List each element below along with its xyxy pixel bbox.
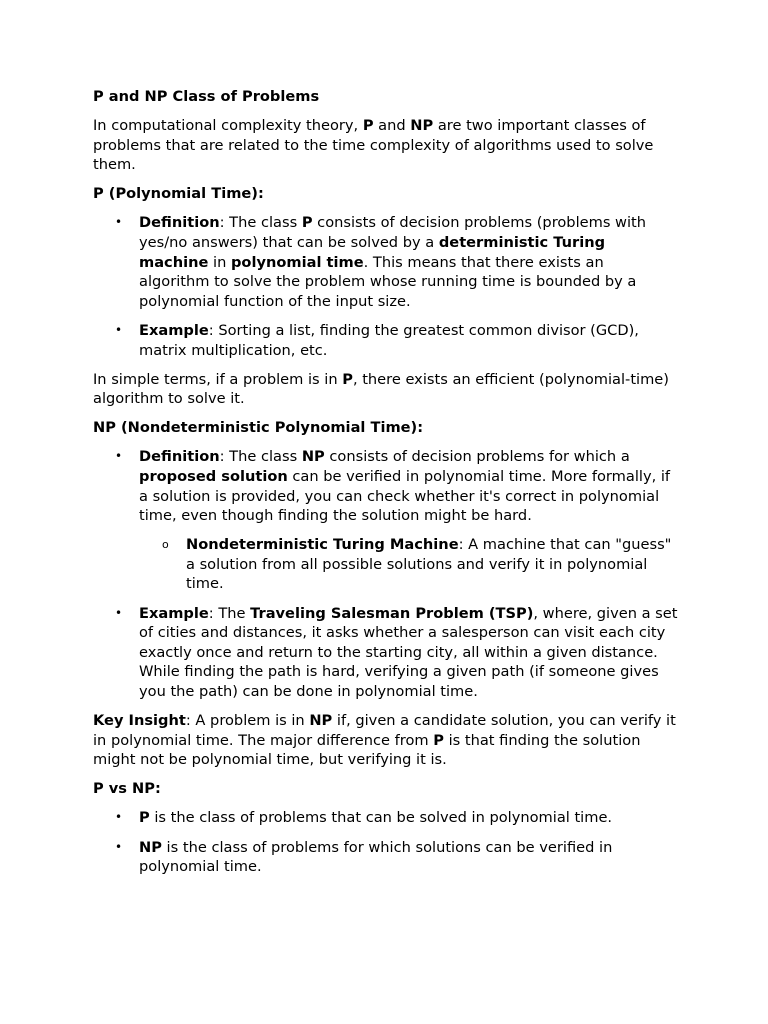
body-text: , where, given a set of cities and distances, it asks whether a salesperson can visit each city exactly once and return to the starting city, all within a given distance. While finding the path is hard, verifying a given path (if someone gives you the path) can be done in polynomial time. [139, 604, 678, 700]
body-text: : Sorting a list, finding the greatest common divisor (GCD), matrix multiplication, etc. [139, 321, 639, 359]
body-text: is that finding the solution might not be polynomial time, but verifying it is. [93, 731, 641, 769]
tsp-term: Traveling Salesman Problem (TSP) [250, 604, 534, 622]
intro-np-term: NP [410, 117, 434, 135]
body-text: : The [208, 604, 251, 622]
pvsnp-list [93, 808, 678, 876]
definition-label: Definition [139, 448, 220, 466]
ntm-label: Nondeterministic Turing Machine [186, 536, 459, 554]
body-text: consists of decision problems (problems with yes/no answers) that can be solved by a [139, 214, 647, 252]
example-label: Example [139, 321, 209, 339]
body-text: is the class of problems that can be solved in polynomial time. [149, 809, 613, 827]
key-insight-label: Key Insight [93, 712, 186, 730]
intro-paragraph [93, 116, 678, 175]
body-text: can be verified in polynomial time. More formally, if a solution is provided, you can check whether it's correct in polynomial time, even though finding the solution might be hard. [139, 468, 671, 525]
p-section-heading: P (Polynomial Time): [93, 185, 264, 203]
np-section-heading: NP (Nondeterministic Polynomial Time): [93, 419, 424, 437]
body-text: in [208, 253, 231, 271]
p-section-list [93, 213, 678, 360]
body-text: : The class [219, 448, 302, 466]
body-text: : The class [219, 214, 302, 232]
np-definition-item [139, 447, 678, 594]
intro-text: and [373, 117, 411, 135]
p-definition-item [139, 213, 678, 311]
key-insight-paragraph [93, 711, 678, 770]
dtm-term: deterministic Turing machine [139, 234, 606, 271]
ntm-sub-item [186, 535, 678, 594]
body-text: , there exists an efficient (polynomial-time) algorithm to solve it. [93, 370, 669, 408]
definition-label: Definition [139, 214, 220, 232]
body-text: : A machine that can "guess" a solution from all possible solutions and verify it in polynomial time. [186, 536, 672, 593]
proposed-solution-term: proposed solution [139, 468, 288, 485]
polynomial-time-term: polynomial time [230, 253, 364, 271]
intro-text: are two important classes of problems that are related to the time complexity of algorithms used to solve them. [93, 117, 654, 174]
body-text: : A problem is in [185, 712, 310, 730]
np-term: NP [309, 712, 333, 730]
p-term: P [301, 214, 313, 232]
pvsnp-heading: P vs NP: [93, 780, 161, 798]
body-text: is the class of problems for which solutions can be verified in polynomial time. [139, 838, 613, 876]
np-example-item [139, 604, 678, 702]
body-text: . This means that there exists an algorithm to solve the problem whose running time is bounded by a polynomial function of the input size. [139, 253, 637, 310]
p-term: P [342, 370, 353, 388]
example-label: Example [139, 604, 209, 622]
np-sub-list [139, 535, 678, 594]
np-term: NP [301, 448, 325, 466]
intro-p-term: P [362, 117, 374, 135]
pvsnp-item-label: NP [139, 838, 162, 856]
pvsnp-item [139, 808, 678, 828]
body-text: consists of decision problems for which a [324, 448, 630, 466]
p-term: P [433, 731, 444, 749]
pvsnp-item [139, 838, 678, 877]
body-text: if, given a candidate solution, you can verify it in polynomial time. The major difference from [93, 712, 676, 749]
pvsnp-item-label: P [139, 809, 150, 827]
body-text: In simple terms, if a problem is in [93, 370, 343, 388]
document-title: P and NP Class of Problems [93, 88, 320, 105]
intro-text: In computational complexity theory, [93, 117, 363, 135]
p-example-item [139, 321, 678, 360]
np-section-list [93, 447, 678, 701]
p-simple-terms-paragraph [93, 370, 678, 409]
